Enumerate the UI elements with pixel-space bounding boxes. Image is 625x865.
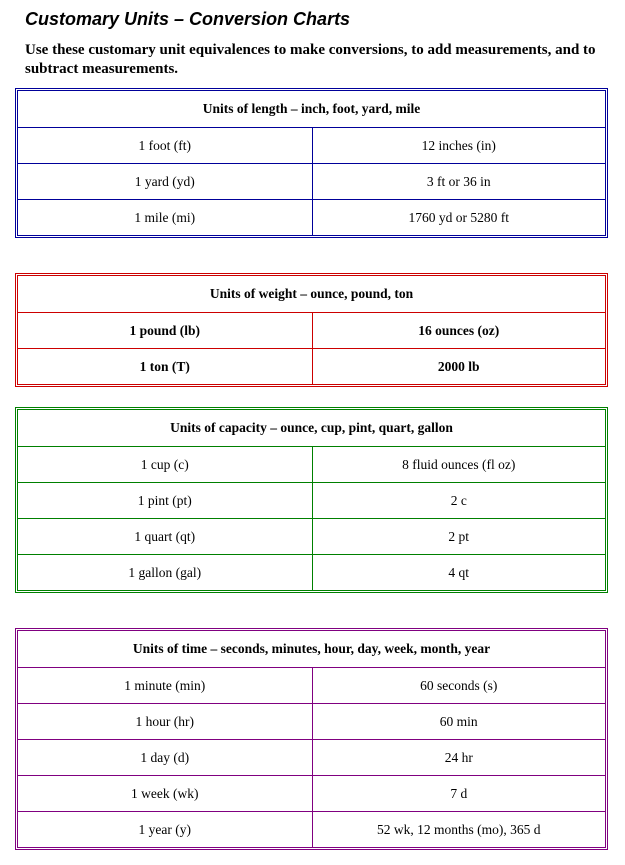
table-row — [18, 127, 605, 163]
table-row — [18, 163, 605, 199]
table-row — [18, 703, 605, 739]
equivalent-cell: 8 fluid ounces (fl oz) — [312, 446, 606, 482]
equivalent-cell: 7 d — [312, 775, 606, 811]
unit-cell: 1 hour (hr) — [18, 703, 312, 739]
table-row — [18, 739, 605, 775]
table-row — [18, 446, 605, 482]
equivalent-cell: 3 ft or 36 in — [312, 163, 606, 199]
equivalent-cell: 52 wk, 12 months (mo), 365 d — [312, 811, 606, 847]
table-row — [18, 518, 605, 554]
time-table-header: Units of time – seconds, minutes, hour, day, week, month, year — [132, 641, 491, 656]
unit-cell: 1 mile (mi) — [18, 199, 312, 235]
table-row — [18, 811, 605, 847]
table-row — [18, 482, 605, 518]
table-header-row — [18, 631, 605, 667]
page-title: Customary Units – Conversion Charts — [25, 9, 351, 29]
table-row — [18, 667, 605, 703]
equivalent-cell: 2 pt — [312, 518, 606, 554]
unit-cell: 1 pound (lb) — [18, 312, 312, 348]
time-table — [15, 628, 608, 850]
capacity-table — [15, 407, 608, 593]
intro-text: Use these customary unit equivalences to make conversions, to add measurements, and to subtract measurements. — [25, 42, 596, 77]
equivalent-cell: 2 c — [312, 482, 606, 518]
table-row — [18, 348, 605, 384]
length-table — [15, 88, 608, 238]
table-header-row — [18, 276, 605, 312]
unit-cell: 1 gallon (gal) — [18, 554, 312, 590]
unit-cell: 1 minute (min) — [18, 667, 312, 703]
unit-cell: 1 cup (c) — [18, 446, 312, 482]
equivalent-cell: 4 qt — [312, 554, 606, 590]
unit-cell: 1 year (y) — [18, 811, 312, 847]
unit-cell: 1 foot (ft) — [18, 127, 312, 163]
weight-table-header: Units of weight – ounce, pound, ton — [209, 286, 414, 301]
unit-cell: 1 pint (pt) — [18, 482, 312, 518]
weight-table — [15, 273, 608, 387]
table-row — [18, 775, 605, 811]
unit-cell: 1 day (d) — [18, 739, 312, 775]
table-row — [18, 199, 605, 235]
equivalent-cell: 2000 lb — [312, 348, 606, 384]
equivalent-cell: 1760 yd or 5280 ft — [312, 199, 606, 235]
table-header-row — [18, 91, 605, 127]
equivalent-cell: 60 min — [312, 703, 606, 739]
equivalent-cell: 16 ounces (oz) — [312, 312, 606, 348]
equivalent-cell: 24 hr — [312, 739, 606, 775]
capacity-table-header: Units of capacity – ounce, cup, pint, quart, gallon — [170, 420, 453, 435]
length-table-header: Units of length – inch, foot, yard, mile — [202, 101, 421, 116]
table-row — [18, 554, 605, 590]
table-header-row — [18, 410, 605, 446]
table-row — [18, 312, 605, 348]
unit-cell: 1 week (wk) — [18, 775, 312, 811]
unit-cell: 1 ton (T) — [18, 348, 312, 384]
unit-cell: 1 quart (qt) — [18, 518, 312, 554]
unit-cell: 1 yard (yd) — [18, 163, 312, 199]
equivalent-cell: 12 inches (in) — [312, 127, 606, 163]
equivalent-cell: 60 seconds (s) — [312, 667, 606, 703]
